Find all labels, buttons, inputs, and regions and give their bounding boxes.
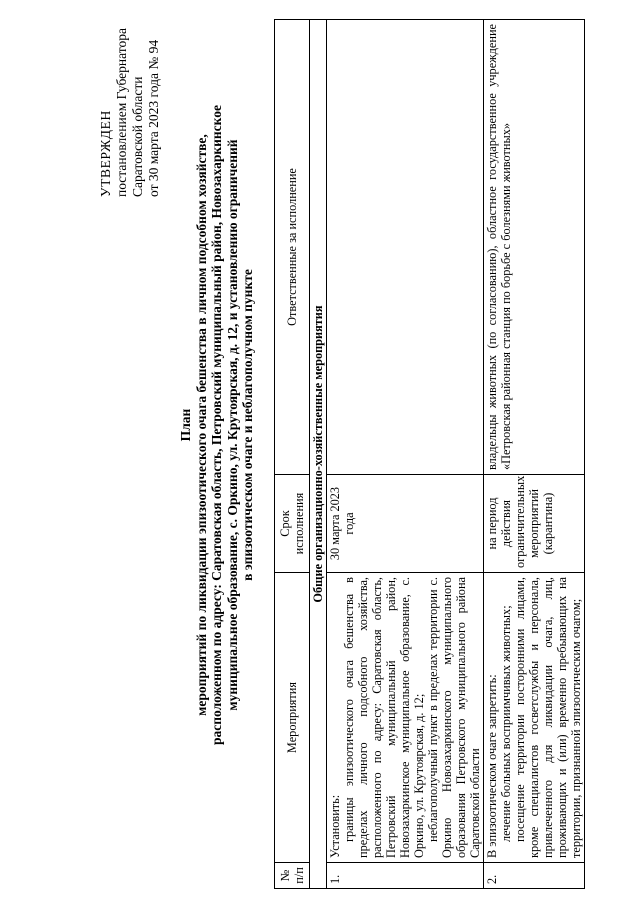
table-row — [484, 20, 585, 889]
row-num: 2. — [484, 863, 585, 889]
header-term: Срок исполнения — [275, 475, 310, 573]
row-responsible — [327, 20, 484, 475]
row-num: 1. — [327, 863, 484, 889]
activity-paragraph: границы эпизоотического очага бешенства в пределах личного подсобного хозяйства, расположенного по адресу: Саратовская область, Петровский муниципальный район, Новозахаркинское муниципальное образование, с. Оркино, ул. Крутоярская, д. 12; — [342, 577, 426, 858]
table-row — [327, 20, 484, 889]
title-line-2: расположенном по адресу: Саратовская область, Петровский муниципальный район, Новозахаркинское — [209, 104, 224, 746]
header-num: № п/п — [275, 863, 310, 889]
activity-paragraph: посещение территории посторонними лицами, кроме специалистов госветслужбы и персонала, привлеченного для ликвидации очага, лиц, проживающих и (или) временно пребывающих на территории, признанной эпизоотическим очагом; — [513, 577, 583, 858]
approval-block — [98, 28, 162, 197]
plan-table — [274, 19, 585, 889]
section-row — [310, 20, 327, 889]
row-activity — [327, 573, 484, 863]
title-line-4: в эпизоотическом очаге и неблагополучном пункте — [240, 269, 255, 581]
approval-line-1: постановлением Губернатора — [114, 28, 129, 197]
title-heading: План — [178, 408, 193, 442]
title-line-3: муниципальное образование, с. Оркино, ул. Крутоярская, д. 12, и установлению ограничений — [224, 139, 240, 711]
row-term: 30 марта 2023 года — [327, 475, 484, 573]
approval-line-2: Саратовской области — [130, 76, 145, 197]
row-activity — [484, 573, 585, 863]
activity-paragraph: лечение больных восприимчивых животных; — [499, 605, 513, 842]
approval-stamp: УТВЕРЖДЕН — [98, 110, 113, 197]
header-responsible: Ответственные за исполнение — [275, 20, 310, 475]
document-title — [178, 35, 256, 815]
title-line-1: мероприятий по ликвидации эпизоотического очага бешенства в личном подсобном хозяйстве, — [193, 134, 209, 716]
header-activity: Мероприятия — [275, 573, 310, 863]
table-header-row — [275, 20, 310, 889]
approval-line-3: от 30 марта 2023 года № 94 — [146, 39, 161, 197]
section-title: Общие организационно-хозяйственные мероприятия — [310, 20, 327, 889]
activity-intro: Установить: — [328, 794, 342, 858]
activity-paragraph: неблагополучный пункт в пределах территории с. Оркино Новозахаркинского муниципального образования Петровского муниципального района Саратовской области — [426, 577, 482, 858]
row-responsible: владельцы животных (по согласованию), областное государственное учреждение «Петровская районная станция по борьбе с болезнями животных» — [484, 20, 585, 475]
activity-intro: В эпизоотическом очаге запретить: — [485, 674, 499, 858]
row-term: на период действия ограничительных мероприятий (карантина) — [484, 475, 585, 573]
